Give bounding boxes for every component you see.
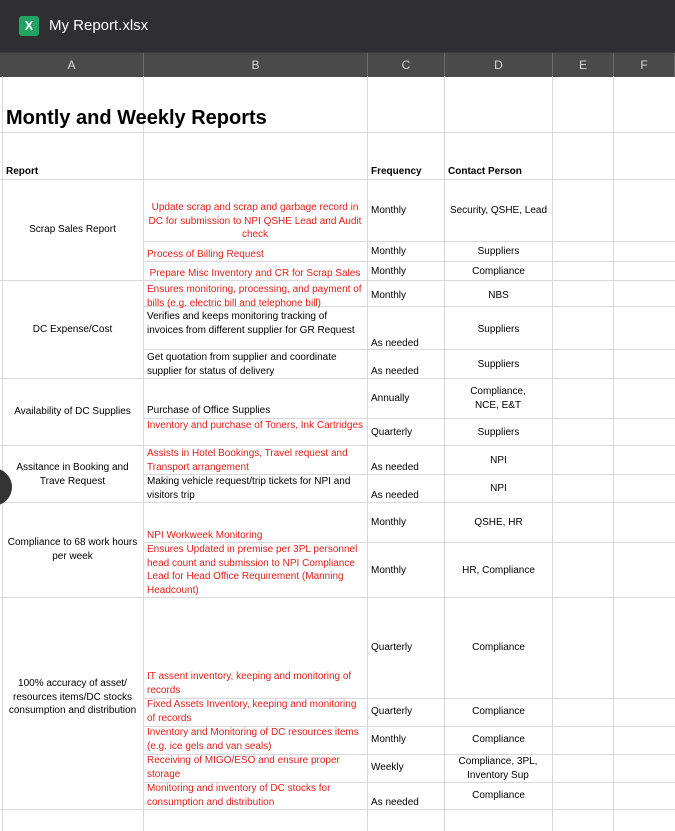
task-cell[interactable]: Inventory and purchase of Toners, Ink Cartridges [146,420,364,431]
frequency-cell[interactable]: As needed [371,462,419,473]
frequency-cell[interactable]: As needed [371,490,419,501]
task-cell[interactable]: Monitoring and inventory of DC stocks for consumption and distribution [147,783,331,808]
task-cell[interactable]: Prepare Misc Inventory and CR for Scrap Sales [149,268,361,279]
column-header-e[interactable]: E [553,53,614,77]
gridline [143,76,144,831]
gridline [2,76,3,831]
contact-cell[interactable]: Compliance [472,734,525,745]
task-cell[interactable]: Get quotation from supplier and coordinate supplier for status of delivery [147,352,337,377]
file-name: My Report.xlsx [49,17,149,34]
header-frequency[interactable]: Frequency [371,166,422,177]
frequency-cell[interactable]: Monthly [371,517,407,528]
task-cell[interactable]: NPI Workweek Monitoring [147,530,263,541]
contact-cell[interactable]: NPI [490,455,507,466]
title-bar [0,0,675,52]
contact-cell[interactable]: Compliance [472,706,525,717]
contact-cell[interactable]: Suppliers [477,324,520,335]
task-cell[interactable]: Fixed Assets Inventory, keeping and monitoring of records [147,699,357,724]
contact-cell[interactable]: Compliance [472,266,525,277]
frequency-cell[interactable]: Quarterly [371,427,413,438]
task-cell[interactable]: IT assent inventory, keeping and monitoring of records [147,671,352,696]
task-cell[interactable]: Ensures monitoring, processing, and payment of bills (e.g. electric bill and telephone bill) [147,284,362,309]
frequency-cell[interactable]: Quarterly [371,706,413,717]
task-cell[interactable]: Ensures Updated in premise per 3PL personnel head count and submission to NPI Compliance Lead for Head Office Requirement (Manning Headcount) [147,544,358,596]
gridline [0,597,675,598]
gridline [0,502,675,503]
task-cell[interactable]: Making vehicle request/trip tickets for NPI and visitors trip [147,476,351,501]
task-cell[interactable]: Process of Billing Request [147,249,264,260]
contact-cell[interactable]: QSHE, HR [474,517,523,528]
task-cell[interactable]: Update scrap and scrap and garbage record in DC for submission to NPI QSHE Lead and Audit check [148,202,362,240]
spreadsheet-grid[interactable] [0,76,675,831]
header-contact-person[interactable]: Contact Person [448,166,522,177]
gridline [0,179,675,180]
task-cell[interactable]: Assists in Hotel Bookings, Travel request and Transport arrangement [147,448,348,473]
frequency-cell[interactable]: Monthly [371,266,407,277]
contact-cell[interactable]: Compliance [472,790,525,801]
task-cell[interactable]: Receiving of MIGO/ESO and ensure proper storage [147,755,340,780]
gridline [613,76,614,831]
frequency-cell[interactable]: Quarterly [371,642,413,653]
task-cell[interactable]: Purchase of Office Supplies [147,405,271,416]
frequency-cell[interactable]: Monthly [371,734,407,745]
group-work-hours[interactable]: Compliance to 68 work hours per week [7,537,138,562]
frequency-cell[interactable]: As needed [371,366,419,377]
group-asset-accuracy[interactable]: 100% accuracy of asset/ resources items/DC stocks consumption and distribution [8,678,137,716]
column-header-c[interactable]: C [368,53,445,77]
column-header-a[interactable]: A [0,53,144,77]
frequency-cell[interactable]: Monthly [371,290,407,301]
frequency-cell[interactable]: As needed [371,338,419,349]
contact-cell[interactable]: Security, QSHE, Lead [449,205,548,216]
header-report[interactable]: Report [6,166,39,177]
group-dc-expense[interactable]: DC Expense/Cost [32,324,113,335]
excel-app-icon: X [19,16,39,36]
column-header-row [0,52,675,77]
column-header-d[interactable]: D [445,53,553,77]
contact-cell[interactable]: NPI [490,483,507,494]
gridline [0,132,675,133]
column-header-b[interactable]: B [144,53,368,77]
contact-cell[interactable]: Suppliers [477,246,520,257]
group-booking-travel[interactable]: Assitance in Booking and Trave Request [16,462,129,487]
gridline [367,76,368,831]
task-cell[interactable]: Inventory and Monitoring of DC resources items (e.g. ice gels and van seals) [147,727,359,752]
frequency-cell[interactable]: Monthly [371,246,407,257]
contact-cell[interactable]: Suppliers [477,427,520,438]
contact-cell[interactable]: Suppliers [477,359,520,370]
contact-cell[interactable]: Compliance, 3PL, Inventory Sup [458,756,538,781]
frequency-cell[interactable]: Monthly [371,565,407,576]
frequency-cell[interactable]: Monthly [371,205,407,216]
contact-cell[interactable]: HR, Compliance [462,565,535,576]
group-dc-supplies[interactable]: Availability of DC Supplies [14,406,131,417]
gridline [552,76,553,831]
frequency-cell[interactable]: Weekly [371,762,404,773]
contact-cell[interactable]: Compliance [472,642,525,653]
gridline [444,76,445,831]
gridline [0,809,675,810]
task-cell[interactable]: Verifies and keeps monitoring tracking of invoices from different supplier for GR Request [147,311,355,336]
frequency-cell[interactable]: As needed [371,797,419,808]
column-header-f[interactable]: F [614,53,675,77]
contact-cell[interactable]: NBS [488,290,509,301]
contact-cell[interactable]: Compliance, NCE, E&T [470,386,526,411]
frequency-cell[interactable]: Annually [371,393,410,404]
sheet-title[interactable]: Montly and Weekly Reports [6,107,267,129]
gridline [0,445,675,446]
group-scrap-sales[interactable]: Scrap Sales Report [29,224,116,235]
gridline [0,378,675,379]
